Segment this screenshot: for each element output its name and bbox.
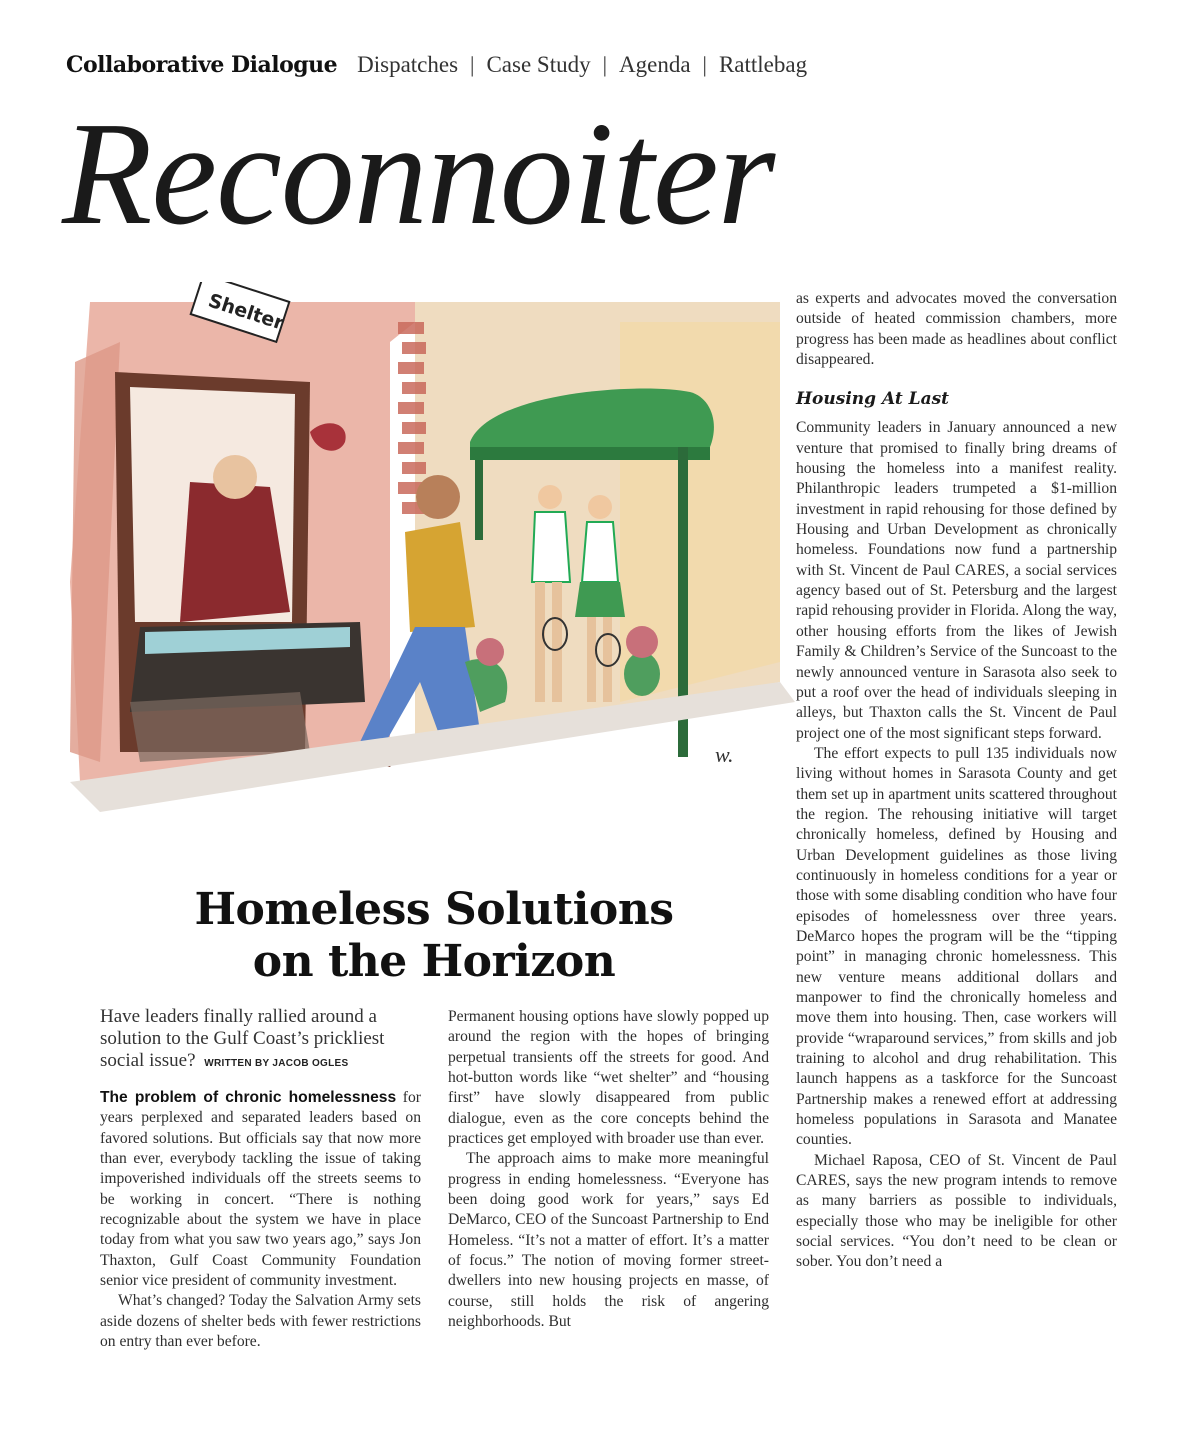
article-dek (100, 1006, 421, 1075)
paragraph: Permanent housing options have slowly popped up around the region with the hopes of bringing perpetual transients off the streets for good. And hot-button words like “wet shelter” and “housing first” have slowly disappeared from public dialogue, even as the core concepts behind the practices get employed with broader use than ever. (448, 1008, 769, 1148)
lead-in: The problem of chronic homelessness (100, 1089, 397, 1106)
paragraph: Michael Raposa, CEO of St. Vincent de Paul CARES, says the new program intends to remove as many barriers as possible to individuals, especially those who may be ineligible for other social services. “You don’t need to be clean or sober. You don’t need a (796, 1151, 1117, 1271)
headline-line-1: Homeless Solutions (194, 884, 674, 935)
headline-line-2: on the Horizon (252, 936, 616, 987)
nav-link-case-study[interactable]: Case Study (486, 52, 591, 77)
article-column-3 (796, 289, 1117, 1273)
shelter-sign-text: Shelter (205, 289, 287, 335)
article-column-1 (100, 1088, 421, 1352)
masthead-title: Reconnoiter (62, 92, 775, 256)
nav-separator: | (702, 52, 707, 77)
section-title: Collaborative Dialogue (66, 52, 338, 78)
article-headline (100, 884, 768, 988)
article-column-2 (448, 1007, 769, 1333)
nav-link-agenda[interactable]: Agenda (619, 52, 691, 77)
nav-separator: | (470, 52, 475, 77)
nav-link-dispatches[interactable]: Dispatches (357, 52, 459, 77)
top-nav (66, 52, 807, 78)
section-subhead: Housing At Last (796, 389, 950, 410)
paragraph: The approach aims to make more meaningful progress in ending homelessness. “Everyone has been doing good work for years,” says Ed DeMarco, CEO of the Suncoast Partnership to End Homeless. “It’s not a matter of effort. It’s a matter of focus.” The notion of moving former street-dwellers into new housing projects en masse, of course, still holds the risk of angering neighborhoods. But (448, 1150, 769, 1331)
paragraph: What’s changed? Today the Salvation Army sets aside dozens of shelter beds with fewer restrictions on entry than ever before. (100, 1292, 421, 1351)
paragraph: The effort expects to pull 135 individuals now living without homes in Sarasota County and get them set up in apartment units scattered throughout the region. The rehousing initiative will target chronically homeless, defined by Housing and Urban Development guidelines as those living continuously in homeless conditions for a year or those with some disabling condition who have four episodes of homelessness over three years. DeMarco hopes the program will be the “tipping point” in managing chronic homelessness. This new venture means additional dollars and manpower to find the chronically homeless and move them into housing. Then, case workers will provide “wraparound services,” from skills and job training to alcohol and drug rehabilitation. This launch happens as a taskforce for the Suncoast Partnership makes a renewed effort at addressing homeless populations in Sarasota and Manatee counties. (796, 744, 1117, 1149)
nav-link-rattlebag[interactable]: Rattlebag (718, 52, 808, 77)
artist-signature: w. (715, 742, 734, 767)
nav-separator: | (602, 52, 607, 77)
byline: WRITTEN BY JACOB OGLES (204, 1058, 349, 1069)
paragraph: Community leaders in January announced a new venture that promised to finally bring dreams of housing the homeless into a manifest reality. Philanthropic leaders trumpeted a $1-million investment in rapid rehousing for those defined by Housing and Urban Development as chronically homeless. Foundations now fund a partnership with St. Vincent de Paul CARES, a social services agency based out of St. Petersburg and the largest rapid rehousing provider in Florida. Along the way, other housing efforts from the likes of Jewish Family & Children’s Service of the Suncoast to the newly announced venture in Sarasota also seek to put a roof over the head of individuals sleeping in alleys, but Thaxton calls the St. Vincent de Paul project one of the most significant steps forward. (796, 419, 1117, 742)
cartoon-illustration (60, 282, 795, 842)
paragraph (100, 1088, 421, 1291)
dek-text: Have leaders finally rallied around a solution to the Gulf Coast’s prickliest social issue? (100, 1006, 385, 1071)
paragraph: as experts and advocates moved the conversation outside of heated commission chambers, more progress has been made as headlines about conflict disappeared. (796, 290, 1117, 369)
paragraph-text: for years perplexed and separated leaders based on favored solutions. But officials say that now more than ever, everybody tackling the issue of taking impoverished individuals off the streets seems to be working in concert. “There is nothing recognizable about the system we have in place today from what you saw two years ago,” says Jon Thaxton, Gulf Coast Community Foundation senior vice president of community investment. (100, 1089, 421, 1290)
